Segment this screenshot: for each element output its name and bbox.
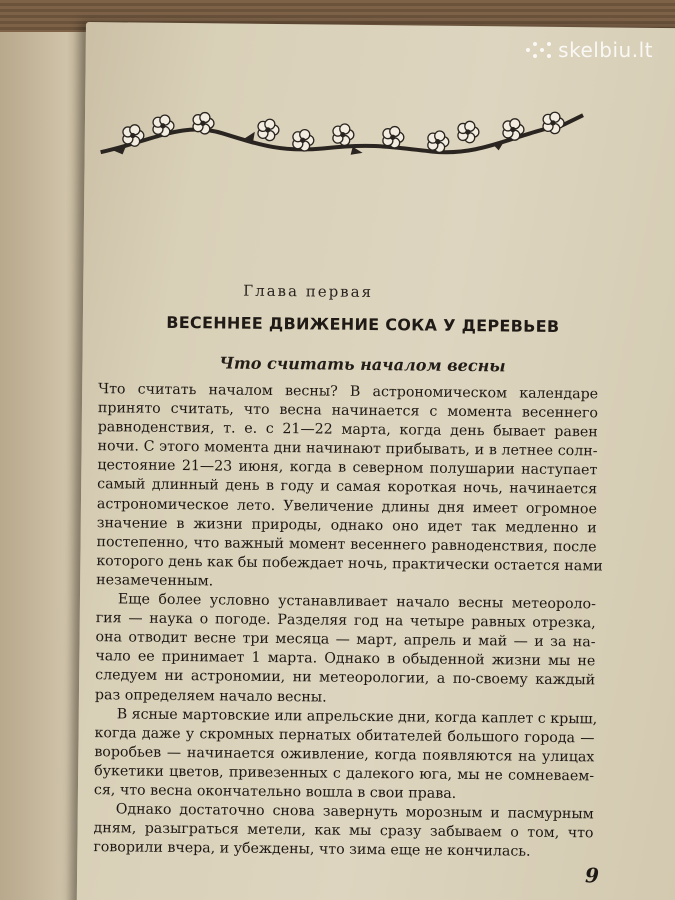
text-line: воробьев — начинается оживление, когда появляются на улицах bbox=[94, 743, 595, 766]
book-page bbox=[77, 22, 675, 900]
text-line: Еще более условно устанавливает начало весны метеороло- bbox=[117, 591, 597, 613]
text-line: постепенно, что важный момент весеннего равноденствия, после bbox=[96, 533, 597, 556]
text-line: следуем ни астрономии, ни метеорологии, а по-своему каждый bbox=[95, 667, 596, 689]
chapter-title: ВЕСЕННЕЕ ДВИЖЕНИЕ СОКА У ДЕРЕВЬЕВ bbox=[166, 312, 560, 336]
text-line: говорили вчера, и убеждены, что зима еще не кончилась. bbox=[93, 839, 531, 860]
text-line: Однако достаточно снова завернуть морозным и пасмурным bbox=[115, 801, 594, 823]
paragraph bbox=[96, 380, 603, 595]
blossom-branch-ornament bbox=[93, 80, 594, 165]
text-line: гия — наука о погоде. Разделяя год на четыре равных отрезка, bbox=[95, 610, 596, 632]
text-line: В ясные мартовские или апрельские дни, когда каплет с крыш, bbox=[116, 705, 598, 727]
watermark bbox=[526, 38, 653, 62]
text-line: астрономическое лето. Увеличение длины дня имеет огромное bbox=[96, 495, 598, 517]
watermark-text: skelbiu.lt bbox=[558, 38, 653, 62]
text-line: ночи. С этого момента дни начинают прибывать, и в летнее солн- bbox=[97, 438, 598, 460]
text-line: цестояние 21—23 июня, когда в северном полушарии наступает bbox=[97, 457, 598, 479]
paragraph bbox=[93, 705, 598, 806]
text-line: принято считать, что весна начинается с момента весеннего bbox=[97, 400, 599, 422]
page-number: 9 bbox=[584, 863, 600, 888]
text-line: незамеченным. bbox=[96, 572, 214, 590]
text-line: дням, разыграться метели, как мы сразу забываем о том, что bbox=[93, 820, 594, 842]
text-line: Что считать началом весны? В астрономическом календаре bbox=[98, 381, 599, 403]
text-line: ся, что весна окончательно вошла в свои права. bbox=[93, 782, 457, 802]
text-line: равноденствия, т. е. с 21—22 марта, когда день бывает равен bbox=[97, 419, 598, 441]
chapter-heading: Глава первая bbox=[243, 281, 374, 302]
paragraph bbox=[95, 590, 596, 710]
text-line: когда даже у скромных пернатых обитателей большого города — bbox=[94, 724, 595, 747]
text-line: она отводит весне три месяца — март, апрель и май — и за на- bbox=[95, 629, 596, 651]
watermark-dots-icon bbox=[526, 40, 552, 60]
text-line: букетики цветов, привезенных с далекого юга, мы не сомневаем- bbox=[94, 763, 595, 785]
text-line: которого день как бы побеждает ночь, практически остается нами bbox=[96, 552, 603, 575]
text-line: чало ее принимает 1 марта. Однако в обыденной жизни мы не bbox=[95, 648, 596, 670]
text-line: самый длинный день в году и самая короткая ночь, начинается bbox=[97, 476, 598, 498]
text-line: раз определяем начало весны. bbox=[94, 686, 327, 706]
text-line: значение в жизни природы, однако оно идет так медленно и bbox=[96, 514, 597, 537]
paragraph bbox=[93, 800, 594, 863]
body-text bbox=[93, 380, 603, 863]
section-subtitle: Что считать началом весны bbox=[219, 353, 506, 376]
